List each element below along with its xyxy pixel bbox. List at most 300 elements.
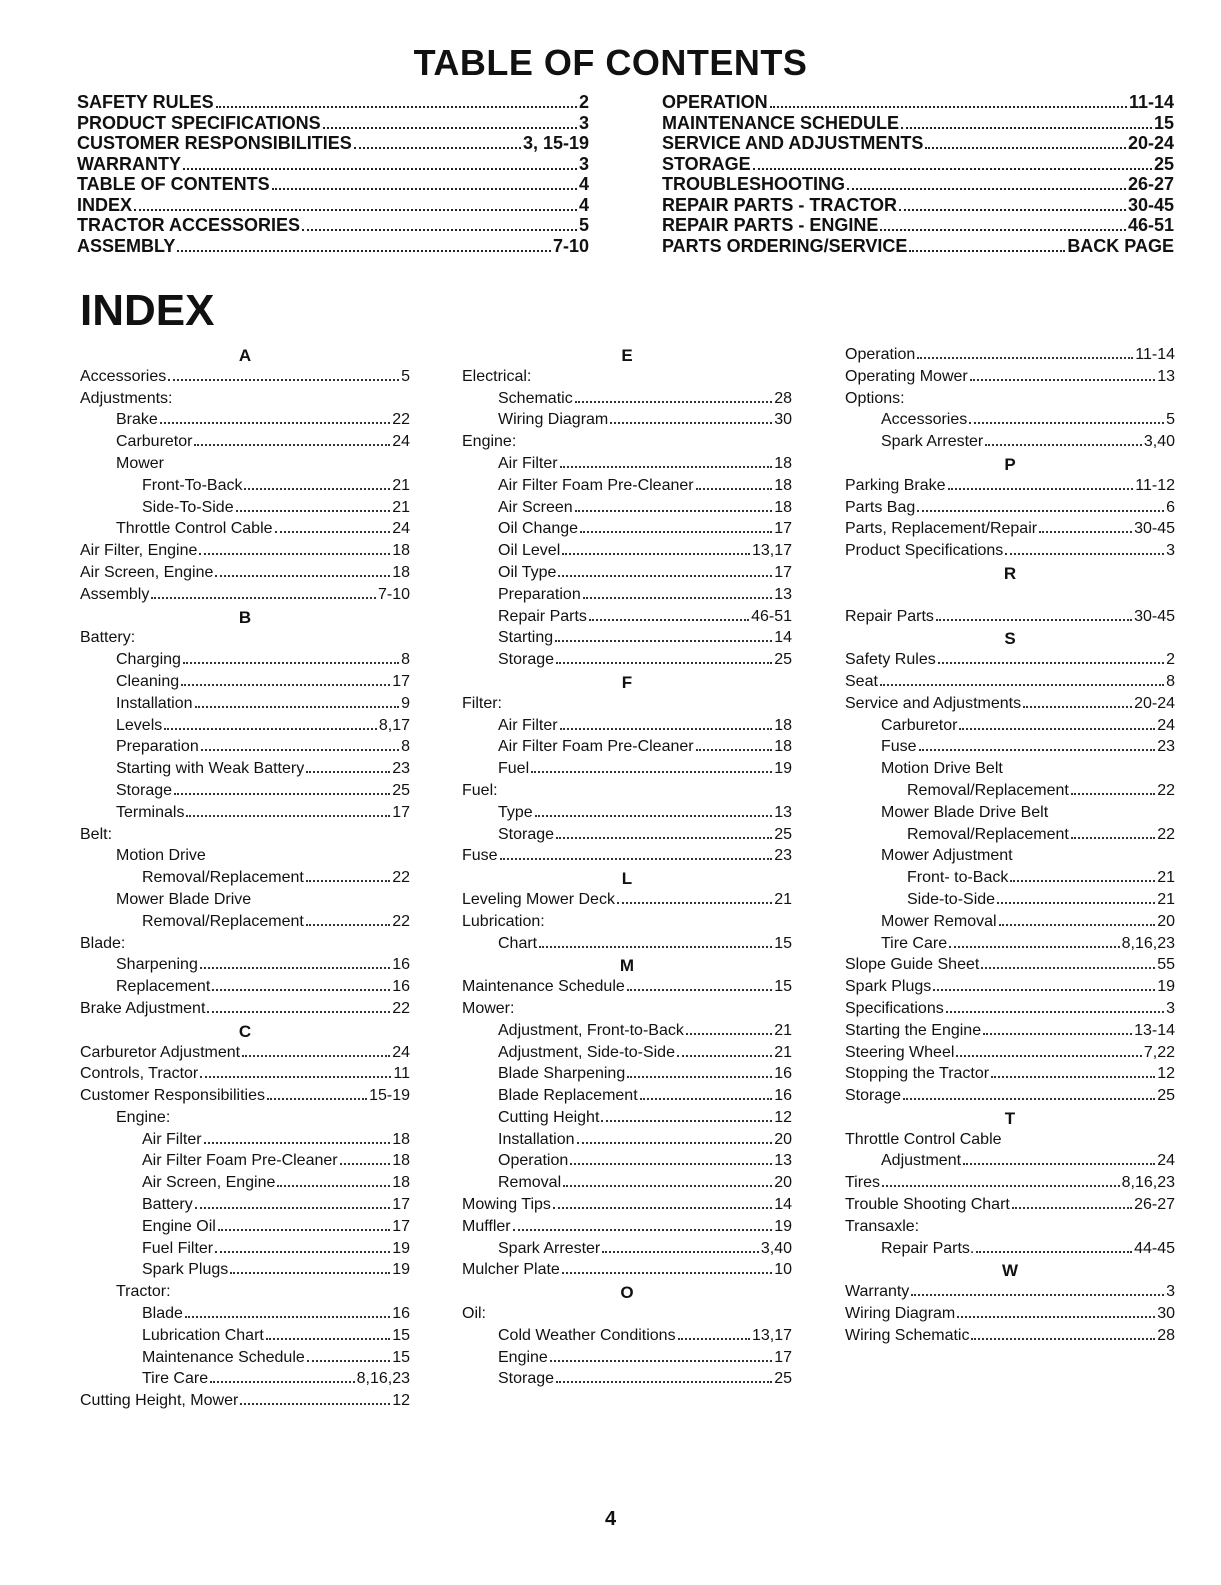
- index-entry-page: 9: [401, 694, 410, 712]
- index-entry: [845, 891, 1175, 913]
- index-entry-label: Maintenance Schedule: [462, 978, 625, 996]
- toc-entry: [77, 154, 589, 175]
- index-entry-page: 25: [392, 781, 410, 799]
- index-entry-label: Blade Replacement: [498, 1087, 638, 1105]
- index-entry-label: Adjustments:: [80, 389, 173, 407]
- index-entry-page: 25: [774, 1370, 792, 1388]
- index-entry-page: 19: [1157, 978, 1175, 996]
- index-entry-label: Parts Bag: [845, 498, 916, 516]
- dot-leader: [678, 1338, 750, 1340]
- toc-entry: [77, 113, 589, 134]
- index-entry: [80, 891, 410, 913]
- index-entry: [80, 390, 410, 412]
- index-entry-label: Repair Parts.: [881, 1239, 975, 1257]
- dot-leader: [847, 188, 1126, 190]
- index-entry: [462, 1109, 792, 1131]
- index-entry: [462, 542, 792, 564]
- index-entry-label: Wiring Diagram: [845, 1305, 956, 1323]
- dot-leader: [983, 1033, 1132, 1035]
- index-entry-label: Tires: [845, 1174, 880, 1192]
- toc-entry-page: 3: [578, 112, 589, 133]
- index-entry-label: Carburetor: [116, 433, 193, 451]
- index-entry-page: 17: [392, 803, 410, 821]
- index-entry-page: 16: [774, 1087, 792, 1105]
- index-entry: [462, 1174, 792, 1196]
- index-entry: [462, 695, 792, 717]
- index-entry-page: 24: [392, 1043, 410, 1061]
- dot-leader: [230, 1272, 390, 1274]
- dot-leader: [183, 662, 399, 664]
- dot-leader: [880, 684, 1164, 686]
- index-entry-label: Side-to-Side: [907, 890, 996, 908]
- toc-entry-page: 5: [578, 215, 589, 235]
- index-entry-label: Schematic: [498, 389, 573, 407]
- index-letter-heading: R: [1003, 563, 1017, 583]
- index-entry-page: 5: [1166, 411, 1175, 429]
- index-entry: [845, 542, 1175, 564]
- index-entry-page: 22: [392, 411, 410, 429]
- index-entry: [80, 368, 410, 390]
- index-entry-page: 20: [774, 1130, 792, 1148]
- dot-leader: [500, 858, 773, 860]
- index-entry-page: 30: [1157, 1305, 1175, 1323]
- index-entry-label: Engine:: [462, 433, 517, 451]
- index-entry-page: 3,40: [760, 1239, 792, 1257]
- index-entry: [80, 935, 410, 957]
- toc-entry: [662, 154, 1174, 175]
- index-entry: [845, 935, 1175, 957]
- toc-entry: [77, 215, 589, 236]
- index-entry-page: 25: [774, 651, 792, 669]
- index-entry-label: Adjustment, Front-to-Back: [498, 1021, 684, 1039]
- dot-leader: [1005, 553, 1164, 555]
- index-entry: [462, 455, 792, 477]
- toc-entry-page: 25: [1153, 153, 1174, 174]
- index-entry: [80, 1349, 410, 1371]
- dot-leader: [244, 488, 390, 490]
- dot-leader: [168, 379, 399, 381]
- index-entry-page: 23: [774, 847, 792, 865]
- index-entry-label: Removal/Replacement: [142, 912, 304, 930]
- toc-entry-label: INDEX: [77, 194, 133, 215]
- dot-leader: [555, 640, 772, 642]
- index-entry-label: Storage: [116, 781, 173, 799]
- index-entry-label: Engine: [498, 1348, 548, 1366]
- dot-leader: [948, 488, 1134, 490]
- index-entry-page: 11: [393, 1065, 410, 1083]
- dot-leader: [882, 1185, 1120, 1187]
- index-entry-page: 3: [1166, 542, 1175, 560]
- dot-leader: [770, 106, 1127, 108]
- index-entry-label: Installation: [498, 1130, 575, 1148]
- index-entry-label: Mower: [116, 454, 165, 472]
- index-entry-page: 2: [1166, 651, 1175, 669]
- dot-leader: [240, 1403, 390, 1405]
- index-letter-heading: P: [1004, 454, 1016, 474]
- dot-leader: [610, 422, 772, 424]
- index-entry-label: Fuel: [498, 760, 530, 778]
- index-entry: [80, 1240, 410, 1262]
- index-entry-label: Belt:: [80, 825, 113, 843]
- index-entry: [845, 1305, 1175, 1327]
- index-entry-page: 8,16,23: [356, 1370, 410, 1388]
- dot-leader: [134, 209, 577, 211]
- dot-leader: [560, 466, 773, 468]
- index-entry-label: Throttle Control Cable: [116, 520, 273, 538]
- index-column-1: [80, 346, 410, 1414]
- toc-entry: [662, 236, 1174, 257]
- dot-leader: [589, 619, 749, 621]
- index-entry: [845, 520, 1175, 542]
- dot-leader: [553, 1207, 772, 1209]
- index-entry-label: Oil:: [462, 1305, 486, 1323]
- toc-entry-page: 3, 15-19: [522, 133, 589, 153]
- index-entry-label: Air Filter Foam Pre-Cleaner: [142, 1152, 338, 1170]
- index-entry-label: Spark Plugs: [142, 1261, 229, 1279]
- index-entry-page: 13,17: [751, 542, 792, 560]
- index-entry-label: Options:: [845, 389, 905, 407]
- toc-entry-page: 26-27: [1127, 174, 1174, 194]
- index-entry-page: 19: [392, 1261, 410, 1279]
- dot-leader: [753, 168, 1152, 170]
- index-entry-page: 18: [392, 1130, 410, 1148]
- dot-leader: [164, 728, 377, 730]
- index-entry-label: Trouble Shooting Chart: [845, 1196, 1010, 1214]
- dot-leader: [938, 662, 1164, 664]
- dot-leader: [236, 510, 391, 512]
- index-entry-page: 16: [392, 1305, 410, 1323]
- index-entry-label: Chart: [498, 934, 538, 952]
- index-entry: [462, 1349, 792, 1371]
- index-entry-label: Front- to-Back: [907, 869, 1009, 887]
- index-entry: [462, 390, 792, 412]
- index-entry-page: 6: [1166, 498, 1175, 516]
- index-entry-page: 21: [774, 1021, 792, 1039]
- dot-leader: [513, 1229, 773, 1231]
- index-entry-label: Operation: [845, 346, 916, 363]
- index-entry-label: Blade: [142, 1305, 183, 1323]
- index-entry-label: Electrical:: [462, 367, 532, 385]
- dot-leader: [1039, 531, 1132, 533]
- index-entry-label: Battery: [142, 1196, 193, 1214]
- dot-leader: [266, 1338, 390, 1340]
- dot-leader: [677, 1055, 772, 1057]
- index-entry-label: Wiring Diagram: [498, 411, 609, 429]
- index-entry: [462, 1087, 792, 1109]
- dot-leader: [306, 924, 390, 926]
- dot-leader: [181, 684, 390, 686]
- index-entry-page: 21: [1157, 890, 1175, 908]
- index-entry: [845, 738, 1175, 760]
- index-entry-label: Mower Adjustment: [881, 847, 1013, 865]
- index-entry: [845, 1152, 1175, 1174]
- dot-leader: [640, 1098, 773, 1100]
- index-entry-label: Air Screen, Engine: [80, 563, 214, 581]
- dot-leader: [183, 168, 577, 170]
- index-entry: [80, 804, 410, 826]
- index-entry-page: 3: [1166, 1283, 1175, 1301]
- toc-entry: [77, 236, 589, 257]
- index-entry-label: Steering Wheel: [845, 1043, 955, 1061]
- index-entry-page: 8,16,23: [1121, 1174, 1175, 1192]
- index-entry-label: Slope Guide Sheet: [845, 956, 980, 974]
- index-entry: [80, 455, 410, 477]
- index-entry-label: Brake Adjustment: [80, 999, 206, 1017]
- dot-leader: [199, 553, 390, 555]
- index-entry-page: 22: [1157, 825, 1175, 843]
- dot-leader: [627, 989, 772, 991]
- index-entry-label: Oil Change: [498, 520, 579, 538]
- index-entry-page: 25: [774, 825, 792, 843]
- index-entry-label: Tractor:: [116, 1283, 171, 1301]
- index-entry: [80, 869, 410, 891]
- index-entry-label: Adjustment, Side-to-Side: [498, 1043, 675, 1061]
- toc-entry: [77, 195, 589, 216]
- index-entry: [80, 1087, 410, 1109]
- index-entry: [80, 1044, 410, 1066]
- index-entry-label: Repair Parts: [498, 607, 587, 625]
- toc-entry-page: 7-10: [552, 235, 589, 256]
- index-entry: [845, 1327, 1175, 1349]
- index-entry-page: 23: [392, 760, 410, 778]
- dot-leader: [880, 229, 1126, 231]
- dot-leader: [216, 106, 577, 108]
- index-entry: [845, 1196, 1175, 1218]
- index-entry-page: 18: [392, 1152, 410, 1170]
- index-entry: [80, 1174, 410, 1196]
- index-entry-page: 46-51: [751, 607, 792, 625]
- dot-leader: [277, 1185, 390, 1187]
- dot-leader: [696, 749, 773, 751]
- index-entry-page: 23: [1157, 738, 1175, 756]
- index-entry: [845, 368, 1175, 390]
- index-entry-page: 15-19: [369, 1087, 410, 1105]
- index-entry: [462, 433, 792, 455]
- index-entry: [462, 978, 792, 1000]
- index-entry-page: 17: [392, 1217, 410, 1235]
- dot-leader: [957, 1316, 1155, 1318]
- index-entry-label: Starting the Engine: [845, 1021, 982, 1039]
- index-letter-heading: O: [620, 1283, 634, 1303]
- dot-leader: [307, 1360, 390, 1362]
- index-entry: [462, 804, 792, 826]
- toc-entry: [662, 133, 1174, 154]
- index-entry: [80, 826, 410, 848]
- index-entry-label: Motion Drive Belt: [881, 760, 1003, 778]
- toc-entry-label: MAINTENANCE SCHEDULE: [662, 112, 900, 133]
- index-entry-page: 19: [392, 1239, 410, 1257]
- index-entry-label: Operation: [498, 1152, 569, 1170]
- index-entry-page: 12: [774, 1108, 792, 1126]
- index-entry-page: 11-14: [1135, 346, 1175, 363]
- index-entry-page: 15: [392, 1326, 410, 1344]
- index-entry-page: 8: [401, 651, 410, 669]
- index-entry: [845, 695, 1175, 717]
- index-entry: [80, 1109, 410, 1131]
- index-entry: [845, 913, 1175, 935]
- dot-leader: [340, 1163, 391, 1165]
- index-entry: [80, 433, 410, 455]
- index-entry: [80, 1218, 410, 1240]
- index-entry: [462, 891, 792, 913]
- index-entry: [845, 1131, 1175, 1153]
- index-entry: [80, 411, 410, 433]
- toc-entry-label: OPERATION: [662, 92, 768, 112]
- index-entry: [462, 1370, 792, 1392]
- toc-entry-label: REPAIR PARTS - ENGINE: [662, 215, 879, 235]
- dot-leader: [204, 1142, 391, 1144]
- index-entry: [80, 1065, 410, 1087]
- index-entry: [80, 913, 410, 935]
- index-entry-label: Removal/Replacement: [907, 781, 1069, 799]
- index-entry-label: Battery:: [80, 629, 136, 647]
- index-entry-label: Starting with Weak Battery: [116, 760, 305, 778]
- index-entry-page: 21: [1157, 869, 1175, 887]
- index-entry-label: Air Filter, Engine: [80, 542, 198, 560]
- toc-entry-label: PARTS ORDERING/SERVICE: [662, 235, 908, 256]
- index-entry-label: Parts, Replacement/Repair: [845, 520, 1038, 538]
- index-entry: [845, 608, 1175, 630]
- index-entry: [80, 847, 410, 869]
- index-entry: [845, 390, 1175, 412]
- index-entry-label: Mower:: [462, 999, 515, 1017]
- toc-entry-label: CUSTOMER RESPONSIBILITIES: [77, 133, 352, 153]
- index-entry-label: Fuel Filter: [142, 1239, 214, 1257]
- toc-entry: [77, 92, 589, 113]
- index-entry-page: 16: [392, 956, 410, 974]
- index-entry-page: 16: [392, 978, 410, 996]
- index-entry-page: 15: [392, 1348, 410, 1366]
- index-entry-page: 21: [392, 498, 410, 516]
- toc-entry-label: STORAGE: [662, 153, 751, 174]
- toc-entry-label: TRACTOR ACCESSORIES: [77, 215, 301, 235]
- index-entry: [80, 1152, 410, 1174]
- index-entry-label: Parking Brake: [845, 476, 946, 494]
- dot-leader: [903, 1098, 1155, 1100]
- index-entry-page: 30-45: [1134, 520, 1175, 538]
- toc-entry-label: PRODUCT SPECIFICATIONS: [77, 112, 321, 133]
- dot-leader: [997, 902, 1155, 904]
- dot-leader: [210, 1381, 355, 1383]
- index-entry: [845, 869, 1175, 891]
- index-entry: [462, 826, 792, 848]
- index-entry: [80, 564, 410, 586]
- index-entry: [462, 1305, 792, 1327]
- index-entry-label: Lubrication Chart: [142, 1326, 264, 1344]
- index-letter-heading: C: [238, 1021, 252, 1041]
- toc-entry-label: TABLE OF CONTENTS: [77, 174, 270, 194]
- index-entry-page: 8,17: [378, 716, 410, 734]
- index-entry-label: Removal/Replacement: [907, 825, 1069, 843]
- index-entry: [845, 956, 1175, 978]
- dot-leader: [563, 1185, 772, 1187]
- index-heading: INDEX: [80, 286, 215, 335]
- index-entry: [462, 1065, 792, 1087]
- index-entry-label: Accessories: [881, 411, 968, 429]
- index-entry-label: Spark Plugs: [845, 978, 932, 996]
- dot-leader: [306, 880, 390, 882]
- index-entry: [462, 477, 792, 499]
- index-entry: [845, 717, 1175, 739]
- index-entry-label: Mower Blade Drive Belt: [881, 803, 1049, 821]
- index-entry-page: 22: [392, 912, 410, 930]
- index-entry-page: 22: [392, 869, 410, 887]
- index-entry-label: Controls, Tractor: [80, 1065, 199, 1083]
- index-entry: [845, 1022, 1175, 1044]
- index-entry: [462, 411, 792, 433]
- dot-leader: [207, 1011, 390, 1013]
- index-entry: [845, 586, 1175, 608]
- dot-leader: [242, 1055, 390, 1057]
- index-entry-label: Service and Adjustments: [845, 694, 1022, 712]
- index-entry-page: 11-12: [1135, 476, 1175, 494]
- dot-leader: [575, 510, 773, 512]
- toc-entry-page: BACK PAGE: [1067, 235, 1174, 256]
- index-entry: [845, 1240, 1175, 1262]
- index-entry: [462, 847, 792, 869]
- dot-leader: [901, 127, 1152, 129]
- index-entry-label: Removal: [498, 1174, 562, 1192]
- index-entry-label: Charging: [116, 651, 181, 669]
- index-entry: [462, 499, 792, 521]
- dot-leader: [201, 749, 399, 751]
- index-entry-label: Safety Rules: [845, 651, 936, 669]
- index-entry: [462, 1131, 792, 1153]
- dot-leader: [971, 1338, 1155, 1340]
- index-entry: [845, 978, 1175, 1000]
- dot-leader: [917, 510, 1164, 512]
- index-entry-page: 26-27: [1134, 1196, 1175, 1214]
- dot-leader: [174, 793, 390, 795]
- index-entry-page: 18: [774, 716, 792, 734]
- dot-leader: [936, 619, 1132, 621]
- index-entry-label: Fuel:: [462, 781, 498, 799]
- index-entry-page: 13-14: [1134, 1021, 1175, 1039]
- index-entry-label: Replacement: [116, 978, 211, 996]
- dot-leader: [917, 357, 1133, 359]
- index-entry: [845, 477, 1175, 499]
- index-entry-label: Wiring Schematic: [845, 1326, 970, 1344]
- dot-leader: [999, 924, 1156, 926]
- index-entry-page: 24: [392, 520, 410, 538]
- index-entry-label: Oil Type: [498, 563, 557, 581]
- dot-leader: [186, 815, 390, 817]
- index-entry-page: 15: [774, 978, 792, 996]
- index-entry-page: 7,22: [1143, 1043, 1175, 1061]
- index-entry-label: Operating Mower: [845, 367, 968, 385]
- dot-leader: [200, 1076, 391, 1078]
- dot-leader: [195, 1207, 391, 1209]
- index-entry-label: Product Specifications: [845, 542, 1004, 560]
- dot-leader: [959, 728, 1155, 730]
- index-entry-label: Transaxle:: [845, 1217, 920, 1235]
- index-entry-label: Maintenance Schedule: [142, 1348, 305, 1366]
- index-entry-label: Engine:: [116, 1108, 171, 1126]
- index-entry-page: 55: [1157, 956, 1175, 974]
- dot-leader: [185, 1316, 390, 1318]
- page-number: 4: [604, 1508, 617, 1530]
- toc-entry-label: SERVICE AND ADJUSTMENTS: [662, 133, 924, 153]
- index-entry-label: Storage: [845, 1087, 902, 1105]
- index-entry: [462, 738, 792, 760]
- index-entry: [80, 1305, 410, 1327]
- index-entry-page: 16: [774, 1065, 792, 1083]
- dot-leader: [212, 989, 390, 991]
- index-entry-page: 8,16,23: [1121, 934, 1175, 952]
- dot-leader: [531, 771, 772, 773]
- index-entry-label: Type: [498, 803, 533, 821]
- index-entry: [462, 368, 792, 390]
